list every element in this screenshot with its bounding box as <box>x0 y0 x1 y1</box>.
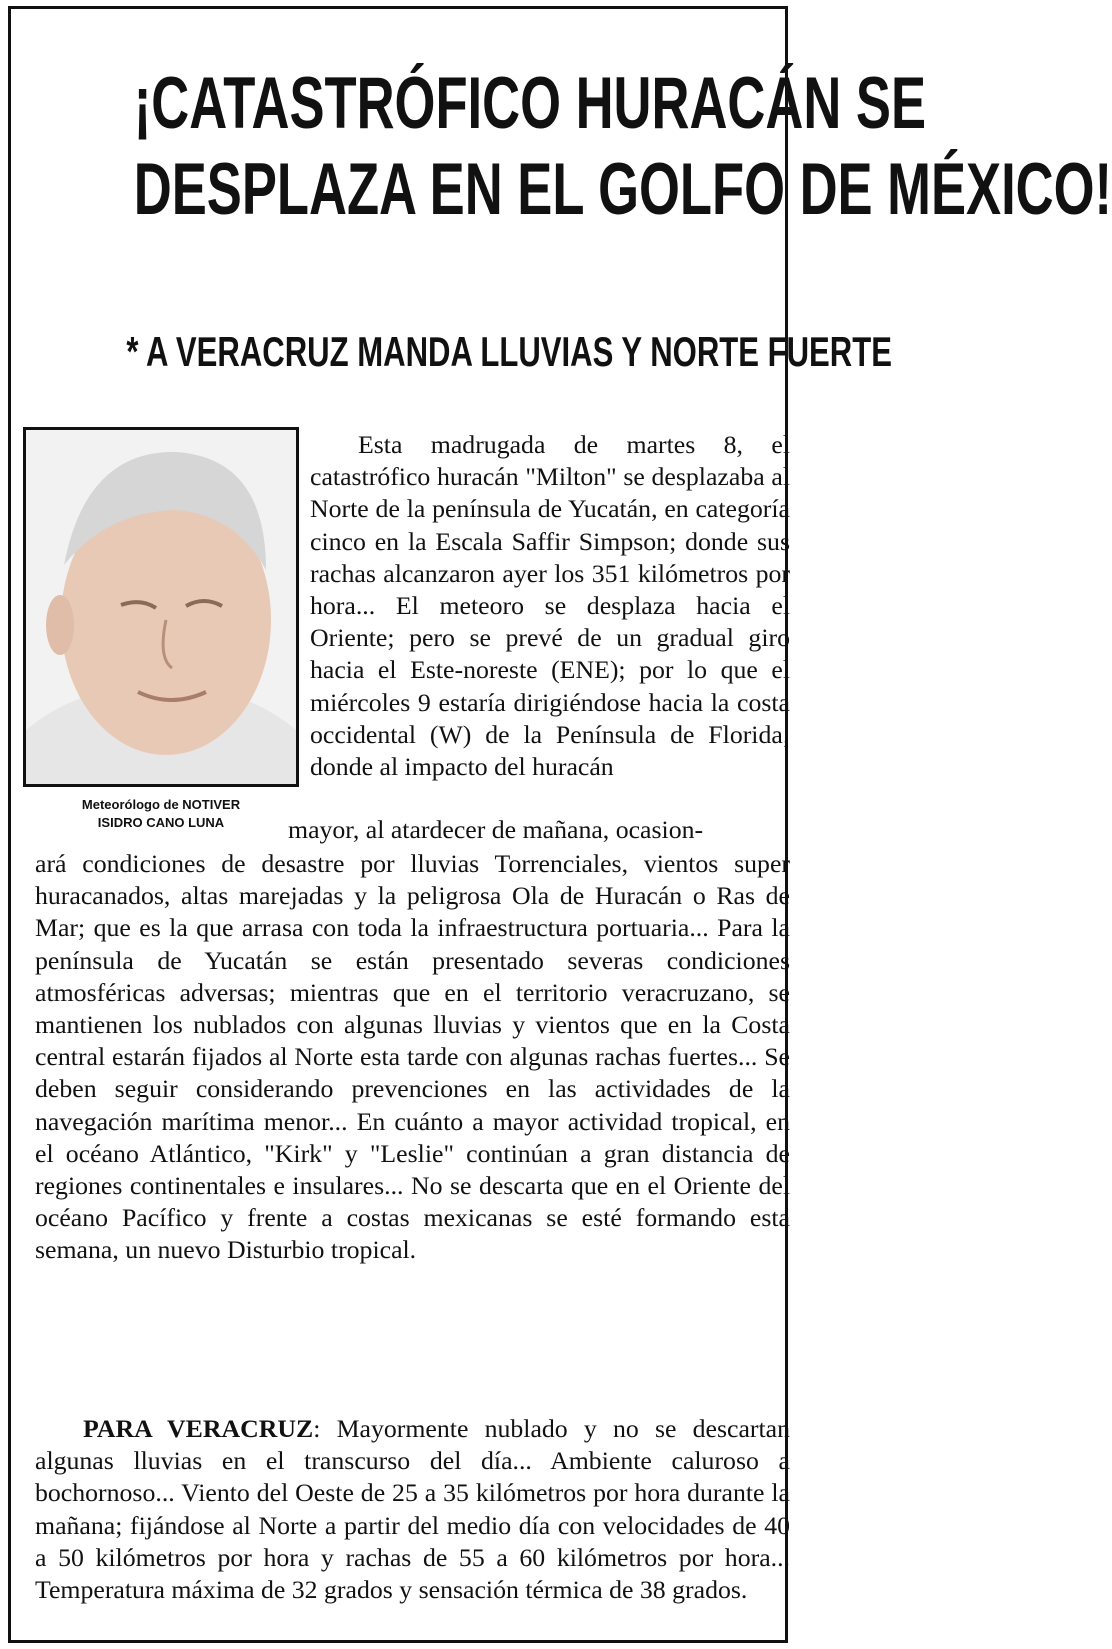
paragraph-1-continued: ará condiciones de desastre por lluvias Torrenciales, vientos super huracanados, altas marejadas y la peligrosa Ola de Huracán o Ras de Mar; que es la que arrasa con toda la infraestructura portuaria... Para la península de Yucatán se están presentado severas condiciones atmosféricas adversas; mientras que en el territorio veracruzano, se mantienen los nublados con algunas lluvias y vientos que en la Costa central estarán fijados al Norte esta tarde con algunas rachas fuertes... Se deben seguir considerando prevenciones en las actividades de la navegación marítima menor... En cuánto a mayor actividad tropical, en el océano Atlántico, "Kirk" y "Leslie" continúan a gran distancia de regiones continentales e insulares... No se descarta que en el Oriente del océano Pacífico y frente a costas mexicanas se esté formando esta semana, un nuevo Disturbio tropical. <box>35 849 790 1265</box>
article-frame <box>8 6 1112 1643</box>
veracruz-text: : Mayormente nublado y no se descartan algunas lluvias en el transcurso del día... Ambiente caluroso a bochornoso... Viento del Oeste de 25 a 35 kilómetros por hora durante la mañana; fijándose al Norte a partir del medio día con velocidades de 40 a 50 kilómetros por hora y rachas de 55 a 60 kilómetros por hora... Temperatura máxima de 32 grados y sensación térmica de 38 grados. <box>35 1414 791 1605</box>
article-wrap-line <box>288 814 790 846</box>
paragraph-1-wrap: mayor, al atardecer de mañana, ocasion- <box>288 815 704 844</box>
photo-caption <box>23 796 299 832</box>
headline <box>133 61 1112 233</box>
headline-line-2: DESPLAZA EN EL GOLFO DE MÉXICO! <box>133 149 1112 230</box>
veracruz-label: PARA VERACRUZ <box>83 1414 314 1443</box>
headline-line-1: ¡CATASTRÓFICO HURACÁN SE <box>133 63 927 144</box>
author-photo <box>23 427 299 787</box>
portrait-illustration <box>26 430 296 784</box>
article-column-full <box>35 848 790 1267</box>
article-veracruz-section <box>35 1413 790 1606</box>
subheadline: * A VERACRUZ MANDA LLUVIAS Y NORTE FUERTE <box>126 328 892 375</box>
article-column-right <box>310 429 790 783</box>
photo-caption-line-1: Meteorólogo de NOTIVER <box>81 797 241 812</box>
photo-caption-line-2: ISIDRO CANO LUNA <box>97 815 225 830</box>
paragraph-veracruz <box>35 1413 790 1606</box>
paragraph-1-column: Esta madrugada de martes 8, el catastrófico huracán "Milton" se desplazaba al Norte de la península de Yucatán, en categoría cinco en la Escala Saffir Simpson; donde sus rachas alcanzaron ayer los 351 kilómetros por hora... El meteoro se desplaza hacia el Oriente; pero se prevé de un gradual giro hacia el Este-noreste (ENE); por lo que el miércoles 9 estaría dirigiéndose hacia la costa occidental (W) de la Península de Florida; donde al impacto del huracán <box>310 430 790 782</box>
